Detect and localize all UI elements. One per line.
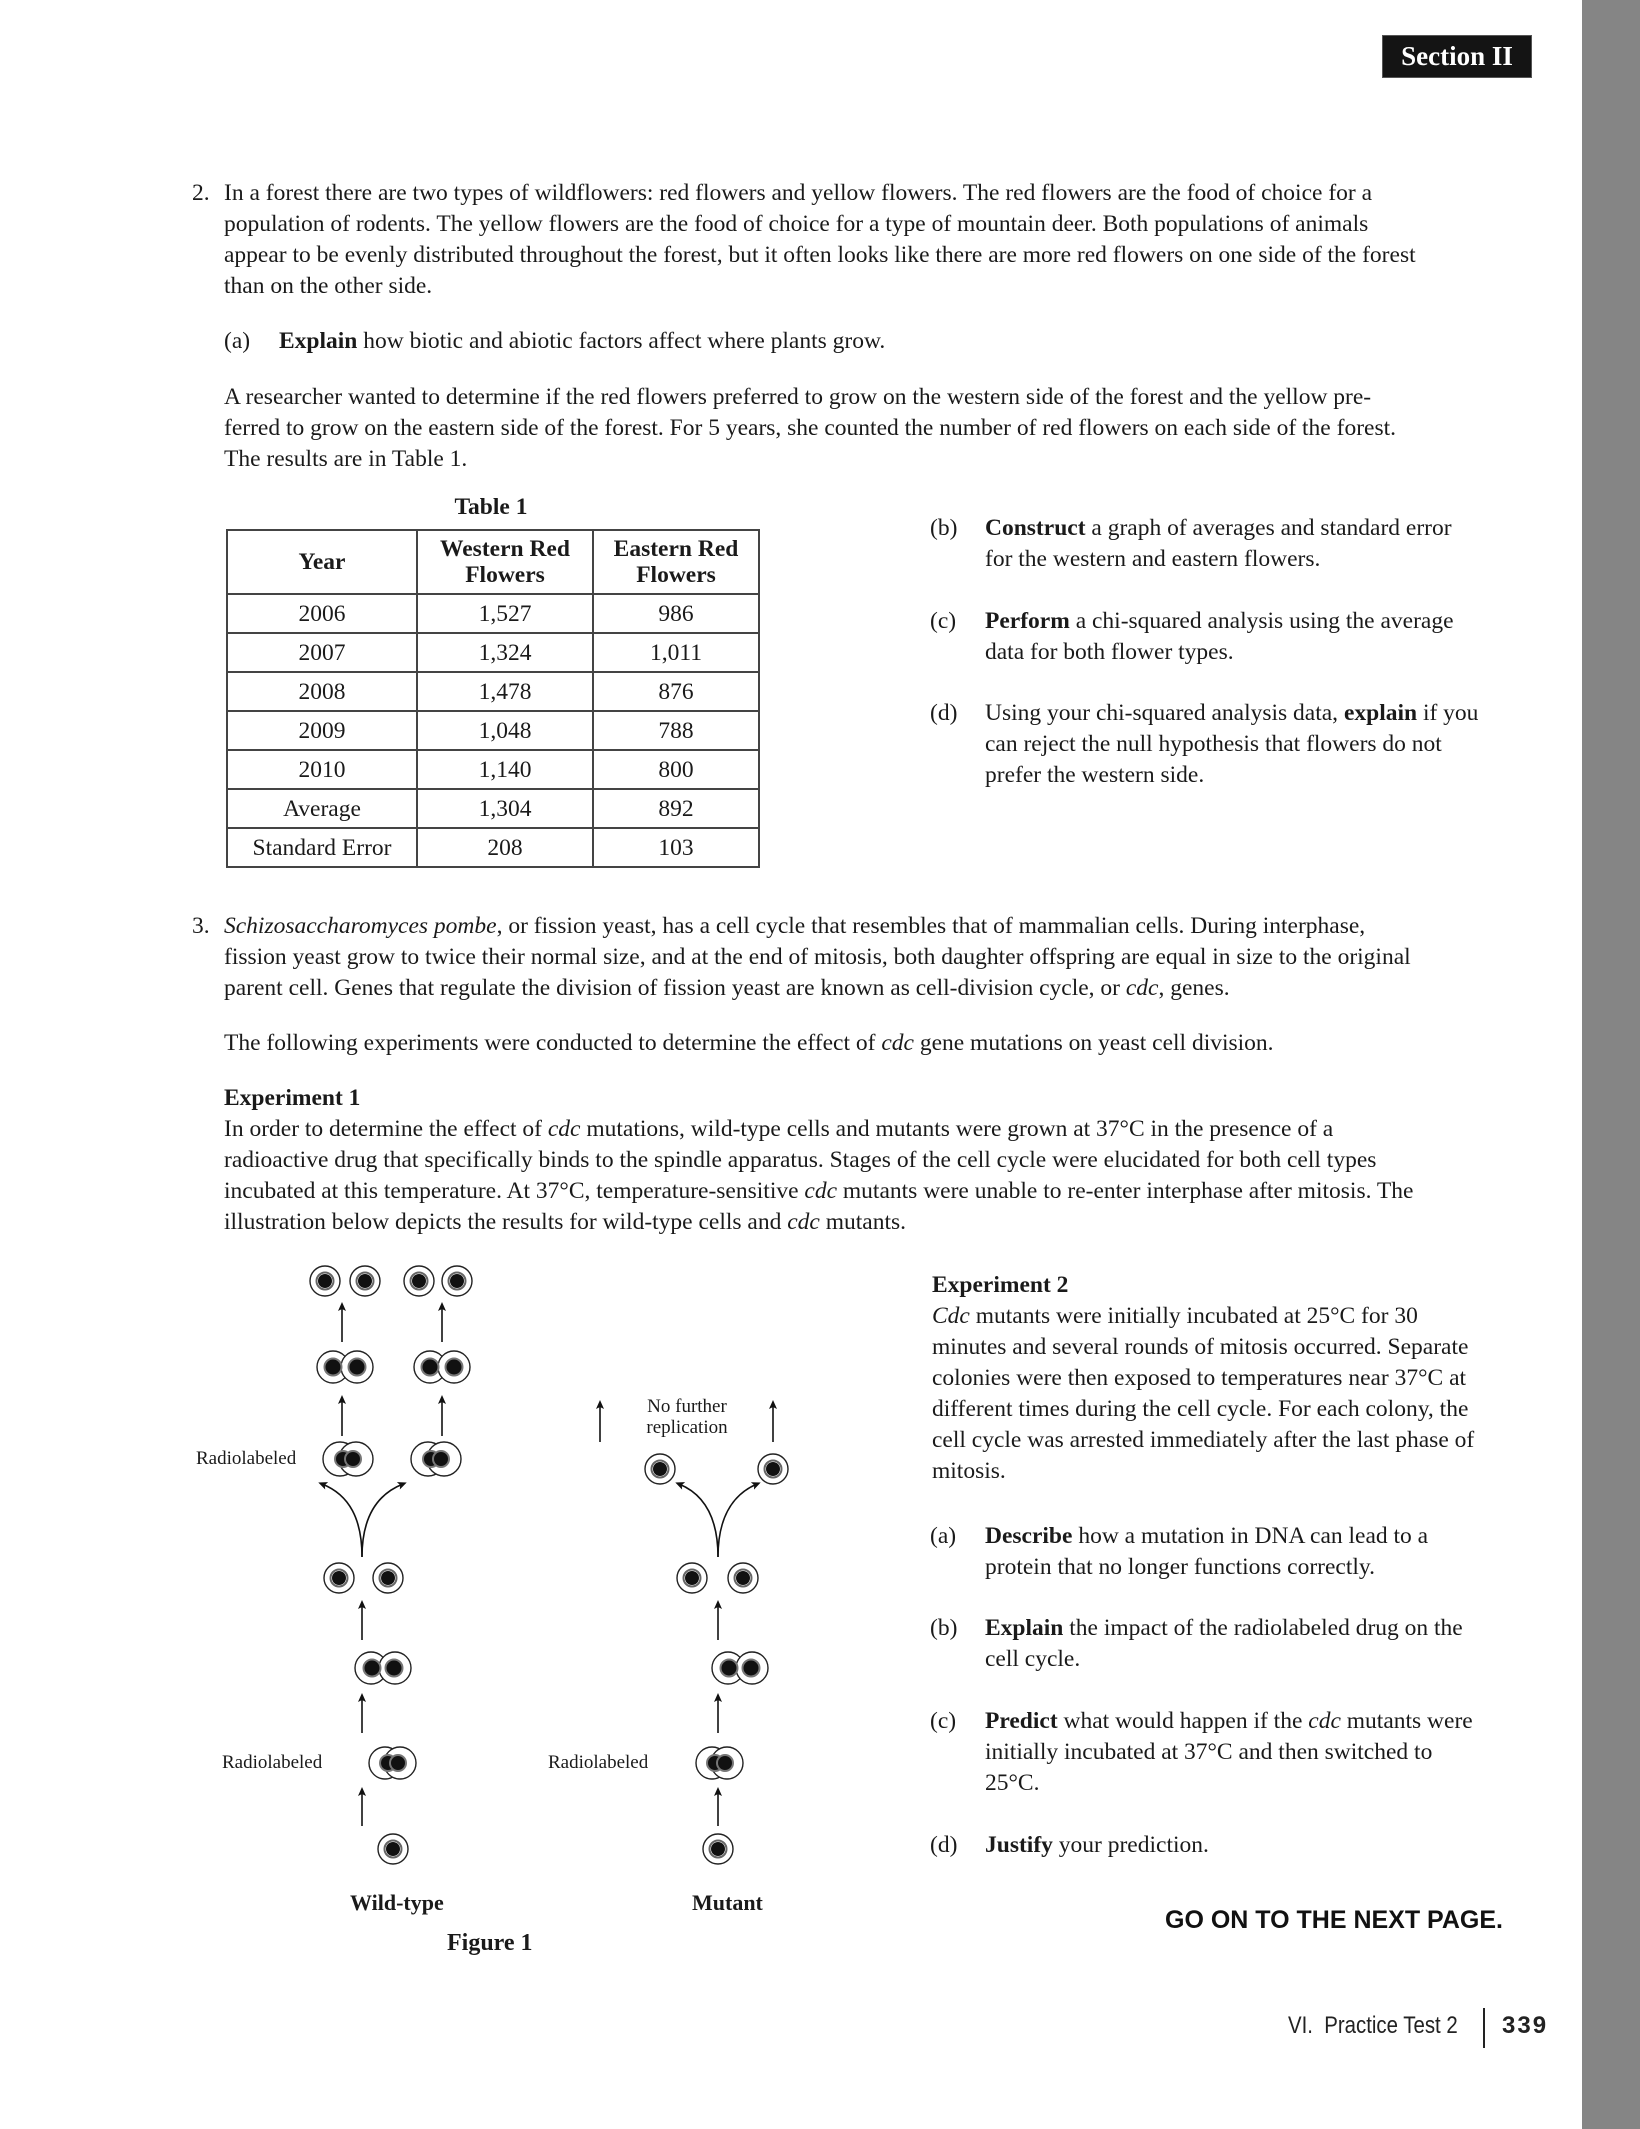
task-verb: Explain — [985, 1615, 1064, 1641]
q2-intro-line: than on the other side. — [224, 273, 433, 299]
part-text: how biotic and abiotic factors affect where plants grow. — [357, 328, 886, 354]
table-title: Table 1 — [454, 494, 528, 520]
q3-following: The following experiments were conducted to determine the effect of cdc gene mutations on yeast cell division. — [224, 1030, 1274, 1056]
experiment-2-title: Experiment 2 — [932, 1272, 1069, 1298]
table-row: 2009 1,048 788 — [227, 711, 759, 750]
q2-part-b: (b) Construct a graph of averages and standard error for the western and eastern flowers. — [930, 515, 1452, 572]
q3-part-d: (d) Justify your prediction. — [930, 1830, 1570, 1865]
q3-part-c: (c) Predict what would happen if the cdc mutants were initially incubated at 37°C and then switched to 25°C. — [930, 1708, 1473, 1796]
figure-caption: Figure 1 — [447, 1930, 533, 1956]
mutant-label: Mutant — [692, 1890, 763, 1915]
part-label: (a) — [224, 328, 251, 354]
header-eastern: Eastern Red Flowers — [593, 530, 759, 594]
task-verb: Perform — [985, 608, 1070, 634]
q2-part-c: (c) Perform a chi-squared analysis using the average data for both flower types. — [930, 608, 1454, 665]
exp2-line: mitosis. — [932, 1458, 1006, 1484]
q2-part-d: (d) Using your chi-squared analysis data, explain if you can reject the null hypothesis that flowers do not prefer the western side. — [930, 700, 1479, 788]
table-row-average: Average 1,304 892 — [227, 789, 759, 828]
task-verb: Construct — [985, 515, 1086, 541]
page-number: 339 — [1502, 2012, 1549, 2039]
table-row-std-error: Standard Error 208 103 — [227, 828, 759, 867]
part-label: (b) — [930, 1615, 958, 1641]
exp2-line: cell cycle was arrested immediately after the last phase of — [932, 1427, 1475, 1453]
exp1-line: radioactive drug that specifically binds to the spindle apparatus. Stages of the cell cycle were elucidated for both cell types — [224, 1147, 1377, 1173]
q2-intro-line: appear to be evenly distributed throughout the forest, but it often looks like there are more red flowers on one side of the forest — [224, 242, 1416, 268]
researcher-line: A researcher wanted to determine if the red flowers preferred to grow on the western side of the forest and the yellow pre- — [224, 384, 1372, 410]
researcher-line: ferred to grow on the eastern side of the forest. For 5 years, she counted the number of red flowers on each side of the forest. — [224, 415, 1396, 441]
task-verb: explain — [1343, 700, 1418, 726]
exp1-line: incubated at this temperature. At 37°C, temperature-sensitive cdc mutants were unable to re-enter interphase after mitosis. The — [224, 1178, 1414, 1204]
chapter-label: VI. Practice Test 2 — [1288, 2012, 1458, 2039]
species-name: Schizosaccharomyces pombe — [224, 913, 497, 939]
table-row: 2010 1,140 800 — [227, 750, 759, 789]
cell-icon — [310, 1266, 472, 1296]
task-verb: Explain — [279, 328, 358, 354]
task-verb: Describe — [985, 1523, 1073, 1549]
part-label: (b) — [930, 515, 958, 541]
table-row: 2007 1,324 1,011 — [227, 633, 759, 672]
q2-intro-line: population of rodents. The yellow flowers are the food of choice for a type of mountain deer. Both populations of animals — [224, 211, 1369, 237]
table-row: 2006 1,527 986 — [227, 594, 759, 633]
exp2-line: minutes and several rounds of mitosis occurred. Separate — [932, 1334, 1469, 1360]
part-label: (a) — [930, 1523, 957, 1549]
question-number: 2. — [192, 180, 210, 206]
q2-intro-line: In a forest there are two types of wildflowers: red flowers and yellow flowers. The red flowers are the food of choice for a — [224, 180, 1373, 206]
radiolabeled-label: Radiolabeled — [222, 1752, 323, 1773]
no-further-replication-label: No further replication — [646, 1396, 728, 1438]
q3-part-a: (a) Describe how a mutation in DNA can lead to a protein that no longer functions correctly. — [930, 1523, 1429, 1580]
part-label: (c) — [930, 608, 957, 634]
footer-divider — [1483, 2008, 1485, 2048]
researcher-line: The results are in Table 1. — [224, 446, 468, 472]
task-verb: Predict — [985, 1708, 1058, 1734]
radiolabeled-label: Radiolabeled — [196, 1448, 297, 1469]
table-row: 2008 1,478 876 — [227, 672, 759, 711]
q3-intro-line: Schizosaccharomyces pombe, or fission yeast, has a cell cycle that resembles that of mammalian cells. During interphase, — [224, 913, 1366, 939]
exp2-line: different times during the cell cycle. For each colony, the — [932, 1396, 1469, 1422]
exp1-line: illustration below depicts the results for wild-type cells and cdc mutants. — [224, 1209, 907, 1235]
part-label: (d) — [930, 1832, 958, 1858]
part-label: (c) — [930, 1708, 957, 1734]
q3-intro-line: fission yeast grow to twice their normal size, and at the end of mitosis, both daughter offspring are equal in size to the original — [224, 944, 1411, 970]
header-year: Year — [227, 530, 417, 594]
experiment-1-title: Experiment 1 — [224, 1085, 361, 1111]
header-western: Western Red Flowers — [417, 530, 593, 594]
q3-intro-line: parent cell. Genes that regulate the division of fission yeast are known as cell-division cycle, or cdc, genes. — [224, 975, 1230, 1001]
radiolabeled-label: Radiolabeled — [548, 1752, 649, 1773]
go-on-next-page: GO ON TO THE NEXT PAGE. — [1165, 1906, 1504, 1934]
wild-type-label: Wild-type — [350, 1890, 444, 1915]
q3-part-b: (b) Explain the impact of the radiolabeled drug on the cell cycle. — [930, 1615, 1463, 1672]
exp2-line: colonies were then exposed to temperatures near 37°C at — [932, 1365, 1467, 1391]
task-verb: Justify — [985, 1832, 1053, 1858]
part-label: (d) — [930, 700, 958, 726]
exp2-line: Cdc mutants were initially incubated at 25°C for 30 — [932, 1303, 1418, 1329]
section-badge: Section II — [1382, 35, 1532, 78]
exp1-line: In order to determine the effect of cdc mutations, wild-type cells and mutants were grown at 37°C in the presence of a — [224, 1116, 1334, 1142]
question-number: 3. — [192, 913, 210, 939]
